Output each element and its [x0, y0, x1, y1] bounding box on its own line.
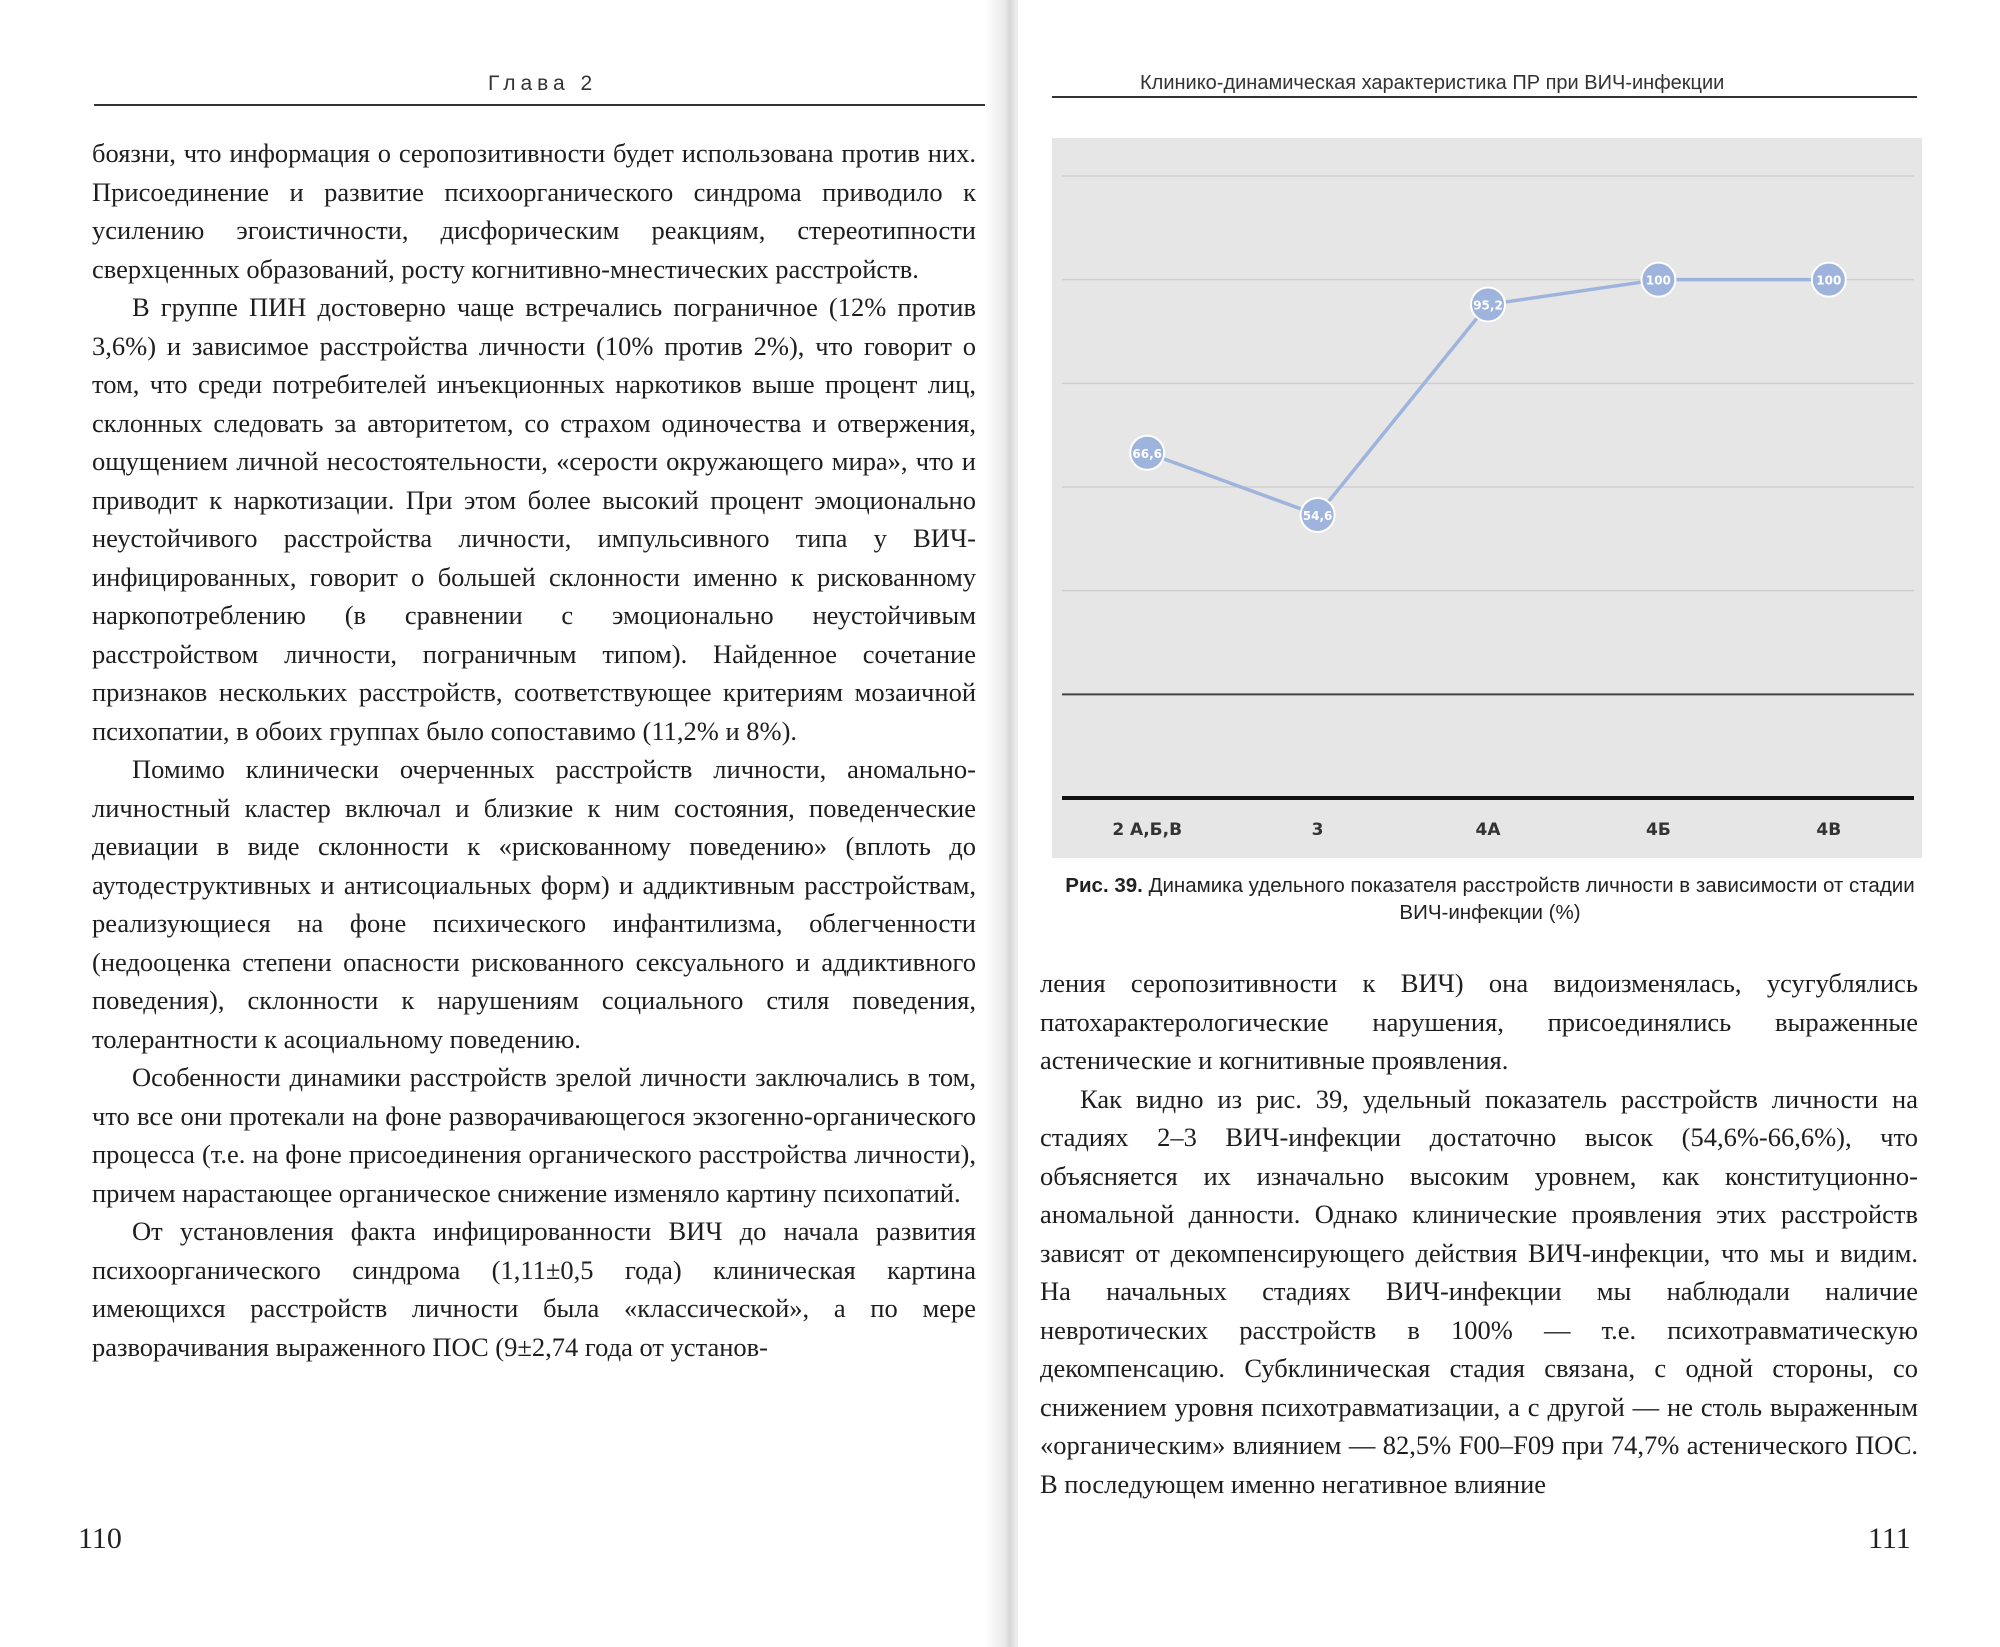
- x-tick-label: 4Б: [1646, 820, 1671, 840]
- data-point: [1471, 288, 1505, 322]
- x-tick-label: 4В: [1816, 820, 1842, 840]
- paragraph: В группе ПИН достоверно чаще встречались пограничное (12% против 3,6%) и зависимое расстройства личности (10% против 2%), что говорит о том, что среди потребителей инъекционных наркотиков выше процент лиц, склонных следовать за авторитетом, со страхом одиночества и отвержения, ощущением личной несостоятельности, «серости окружающего мира», что и приводит к наркотизации. При этом более высокий процент эмоционально неустойчивого расстройства личности, импульсивного типа у ВИЧ-инфицированных, говорит о большей склонности именно к рискованному наркопотреблению (в сравнении с эмоционально неустойчивым расстройством личности, пограничным типом). Найденное сочетание признаков нескольких расстройств, соответствующее критериям мозаичной психопатии, в обоих группах было сопоставимо (11,2% и 8%).: [92, 292, 976, 746]
- data-label: 100: [1816, 273, 1842, 288]
- x-tick-label: 4А: [1475, 820, 1501, 840]
- data-point: [1812, 263, 1846, 297]
- gridlines: [1062, 176, 1914, 694]
- line-chart: [1052, 138, 1922, 858]
- header-rule-right: [1052, 96, 1917, 98]
- data-label: 95,2: [1473, 298, 1503, 313]
- header-rule-left: [94, 104, 994, 106]
- paragraph: Особенности динамики расстройств зрелой личности заключались в том, что все они протекали на фоне разворачивающегося экзогенно-органического процесса (т.е. на фоне присоединения органического расстройства личности), причем нарастающее органическое снижение изменяло картину психопатий.: [92, 1062, 976, 1208]
- left-body-text: [92, 134, 976, 1366]
- paragraph: Как видно из рис. 39, удельный показатель расстройств личности на стадиях 2–3 ВИЧ-инфекции достаточно высок (54,6%-66,6%), что объясняется их изначально высоким уровнем, как конституционно-аномальной данности. Однако клинические проявления этих расстройств зависят от декомпенсирующего действия ВИЧ-инфекции, что мы и видим. На начальных стадиях ВИЧ-инфекции мы наблюдали наличие невротических расстройств в 100% — т.е. психотравматическую декомпенсацию. Субклиническая стадия связана, с одной стороны, со снижением уровня психотравматизации, а с другой — не столь выраженным «органическим» влиянием — 82,5% F00–F09 при 74,7% астенического ПОС. В последующем именно негативное влияние: [1040, 1083, 1918, 1499]
- data-label: 66,6: [1132, 446, 1163, 461]
- paragraph: Помимо клинически очерченных расстройств личности, аномально-личностный кластер включал и близкие к ним состояния, поведенческие девиации в виде склонности к «рискованному поведению» (вплоть до аутодеструктивных и антисоциальных форм) и аддиктивным расстройствам, реализующиеся на фоне психического инфантилизма, облегченности (недооценка степени опасности рискованного сексуального и аддиктивного поведения), склонности к нарушениям социального стиля поведения, толерантности к асоциальному поведению.: [92, 754, 976, 1054]
- data-points: [1130, 263, 1846, 532]
- data-point: [1130, 436, 1164, 470]
- right-body-text: [1040, 964, 1918, 1503]
- paragraph: От установления факта инфицированности ВИЧ до начала развития психоорганического синдрома (1,11±0,5 года) клиническая картина имеющихся расстройств личности была «классической», а по мере разворачивания выраженного ПОС (9±2,74 года от установ-: [92, 1216, 976, 1362]
- running-head-right: Клинико-динамическая характеристика ПР при ВИЧ-инфекции: [1140, 72, 1725, 94]
- running-head-left: Глава 2: [488, 72, 598, 95]
- data-point: [1301, 498, 1335, 532]
- x-tick-label: 2 А,Б,В: [1112, 820, 1183, 840]
- x-tick-label: 3: [1311, 820, 1324, 840]
- paragraph: боязни, что информация о серопозитивности будет использована против них. Присоединение и развитие психоорганического синдрома приводило к усилению эгоистичности, дисфорическим реакциям, стереотипности сверхценных образований, росту когнитивно-мнестических расстройств.: [92, 138, 976, 284]
- data-label: 100: [1645, 273, 1671, 288]
- figure-39-chart: [1052, 138, 1922, 858]
- paragraph: ления серопозитивности к ВИЧ) она видоизменялась, усугублялись патохарактерологические нарушения, присоединялись выраженные астенические и когнитивные проявления.: [1040, 968, 1918, 1075]
- data-label: 54,6: [1302, 508, 1333, 523]
- figure-caption: [1040, 872, 1940, 926]
- data-point: [1641, 263, 1675, 297]
- page-number-right: 111: [1868, 1522, 1911, 1555]
- caption-text: Динамика удельного показателя расстройств личности в зависимости от стадии ВИЧ-инфекции (%): [1148, 874, 1915, 924]
- page-number-left: 110: [78, 1522, 122, 1555]
- caption-label: Рис. 39.: [1065, 874, 1143, 897]
- x-axis: [1062, 798, 1914, 840]
